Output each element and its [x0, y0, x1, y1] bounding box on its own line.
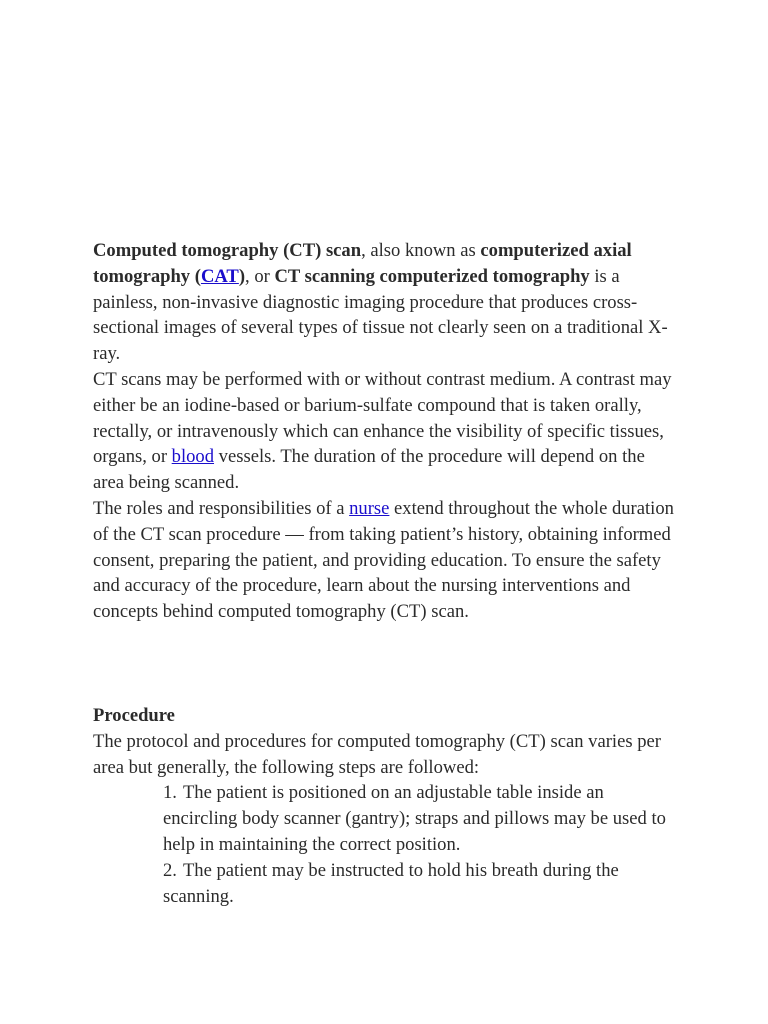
- term-cat-prefix: computerized axial tomography (: [93, 240, 632, 287]
- procedure-steps-list: [93, 780, 678, 909]
- contrast-paragraph: [93, 367, 678, 496]
- roles-text-before: The roles and responsibilities of a: [93, 497, 350, 519]
- intro-text-1: , also known as: [361, 240, 481, 261]
- roles-text-after: extend throughout the whole duration of the CT scan procedure — from taking patient’s history, obtaining informed consent, preparing the patient, and providing education. To ensure the safety and accuracy of the procedure, learn about the nursing interventions and concepts behind computed tomography (CT) scan.: [93, 497, 674, 623]
- blood-link[interactable]: blood: [171, 446, 215, 468]
- contrast-text-after: vessels. The duration of the procedure will depend on the area being scanned.: [93, 446, 645, 494]
- step-number: 2.: [163, 859, 177, 881]
- intro-text-3: is a painless, non-invasive diagnostic imaging procedure that produces cross-sectional images of several types of tissue not clearly seen on a traditional X-ray.: [93, 265, 668, 365]
- step-text: The patient may be instructed to hold his breath during the scanning.: [163, 859, 619, 907]
- section-spacer: [93, 625, 678, 703]
- intro-paragraph: [93, 238, 678, 367]
- term-computed-tomography: Computed tomography (CT) scan: [93, 240, 362, 261]
- document-body: [93, 238, 678, 909]
- roles-paragraph: [93, 496, 678, 625]
- nurse-link[interactable]: nurse: [349, 497, 390, 519]
- list-item: [163, 780, 678, 857]
- cat-link[interactable]: CAT: [200, 265, 239, 287]
- contrast-text-before: CT scans may be performed with or without contrast medium. A contrast may either be an iodine-based or barium-sulfate compound that is taken orally, rectally, or intravenously which can enhance the visibility of specific tissues, organs, or: [93, 368, 672, 468]
- term-cat-suffix: ): [238, 265, 246, 287]
- step-text: The patient is positioned on an adjustable table inside an encircling body scanner (gantry); straps and pillows may be used to help in maintaining the correct position.: [163, 782, 666, 855]
- step-number: 1.: [163, 782, 177, 804]
- intro-text-2: , or: [245, 265, 275, 287]
- term-ct-scanning: CT scanning computerized tomography: [274, 265, 590, 287]
- procedure-intro: The protocol and procedures for computed tomography (CT) scan varies per area but generally, the following steps are followed:: [93, 730, 661, 778]
- procedure-heading: Procedure: [93, 704, 175, 726]
- list-item: [163, 858, 678, 910]
